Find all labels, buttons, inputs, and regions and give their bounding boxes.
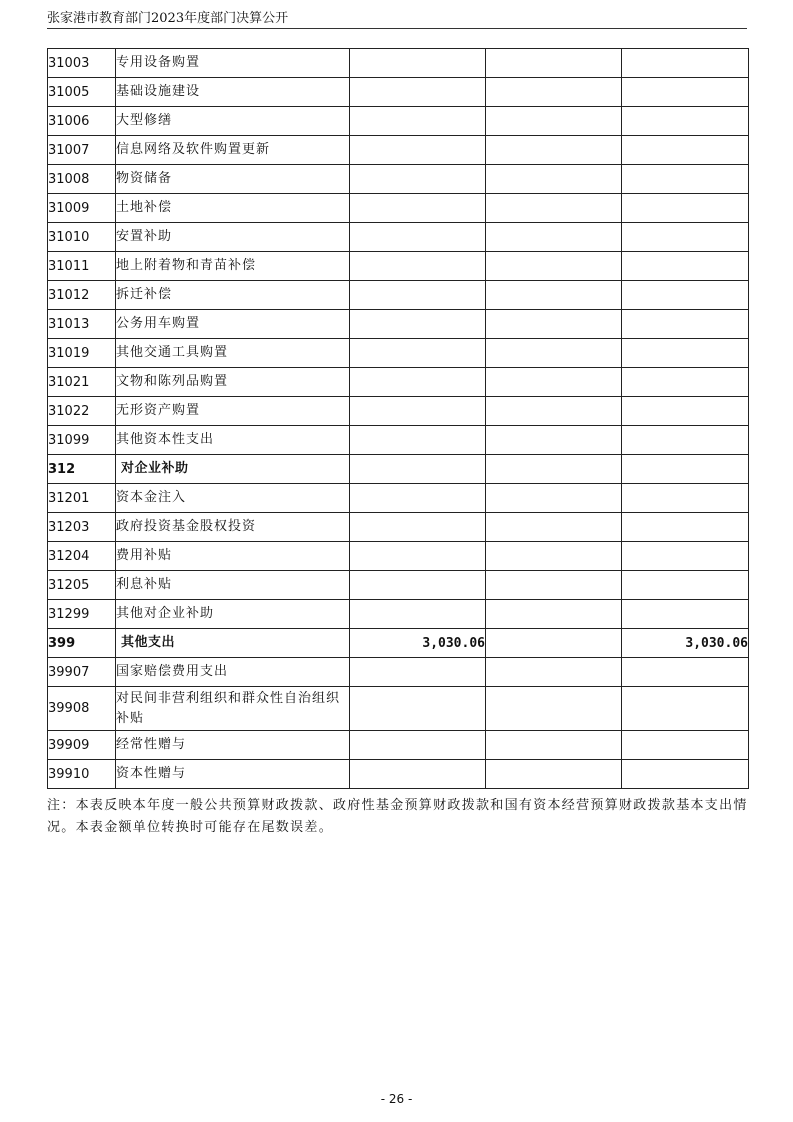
table-row — [48, 49, 749, 78]
row-value-2 — [486, 426, 622, 455]
row-value-3 — [622, 194, 749, 223]
table-body — [48, 49, 749, 789]
row-name: 信息网络及软件购置更新 — [116, 136, 350, 165]
row-code: 31021 — [48, 368, 116, 397]
row-value-2 — [486, 629, 622, 658]
row-code: 31203 — [48, 513, 116, 542]
row-code: 31099 — [48, 426, 116, 455]
table-row — [48, 513, 749, 542]
row-value-1 — [350, 368, 486, 397]
row-value-2 — [486, 368, 622, 397]
row-value-3 — [622, 571, 749, 600]
row-code: 31005 — [48, 78, 116, 107]
row-code: 31012 — [48, 281, 116, 310]
row-value-1 — [350, 310, 486, 339]
row-value-2 — [486, 281, 622, 310]
row-value-2 — [486, 760, 622, 789]
row-value-3 — [622, 223, 749, 252]
row-name: 基础设施建设 — [116, 78, 350, 107]
row-code: 31008 — [48, 165, 116, 194]
row-code: 31007 — [48, 136, 116, 165]
table-row — [48, 78, 749, 107]
row-name: 安置补助 — [116, 223, 350, 252]
row-value-1 — [350, 513, 486, 542]
row-value-1 — [350, 658, 486, 687]
row-value-3 — [622, 107, 749, 136]
table-row — [48, 223, 749, 252]
row-code: 39908 — [48, 687, 116, 731]
row-value-1 — [350, 165, 486, 194]
row-value-3: 3,030.06 — [622, 629, 749, 658]
row-value-2 — [486, 339, 622, 368]
row-value-3 — [622, 600, 749, 629]
row-value-1 — [350, 455, 486, 484]
row-value-2 — [486, 107, 622, 136]
row-code: 31205 — [48, 571, 116, 600]
row-name: 大型修缮 — [116, 107, 350, 136]
row-value-1 — [350, 136, 486, 165]
row-value-1 — [350, 252, 486, 281]
table-row — [48, 542, 749, 571]
row-value-1 — [350, 49, 486, 78]
table-row — [48, 252, 749, 281]
table-row — [48, 731, 749, 760]
row-value-2 — [486, 484, 622, 513]
row-value-3 — [622, 165, 749, 194]
page-number: - 26 - — [380, 1092, 413, 1106]
row-value-2 — [486, 513, 622, 542]
row-code: 39907 — [48, 658, 116, 687]
row-name: 其他对企业补助 — [116, 600, 350, 629]
row-value-1: 3,030.06 — [350, 629, 486, 658]
row-value-1 — [350, 571, 486, 600]
row-value-2 — [486, 687, 622, 731]
table-row — [48, 484, 749, 513]
table-row — [48, 194, 749, 223]
row-value-2 — [486, 542, 622, 571]
row-value-1 — [350, 194, 486, 223]
row-value-2 — [486, 136, 622, 165]
row-value-1 — [350, 426, 486, 455]
row-name: 对企业补助 — [116, 455, 350, 484]
table-row — [48, 339, 749, 368]
row-code: 31204 — [48, 542, 116, 571]
row-value-3 — [622, 687, 749, 731]
table-row — [48, 368, 749, 397]
table-row — [48, 281, 749, 310]
row-value-3 — [622, 310, 749, 339]
row-code: 39909 — [48, 731, 116, 760]
row-value-3 — [622, 339, 749, 368]
table-row — [48, 571, 749, 600]
row-value-2 — [486, 252, 622, 281]
row-value-2 — [486, 455, 622, 484]
row-code: 31022 — [48, 397, 116, 426]
row-name: 费用补贴 — [116, 542, 350, 571]
row-value-3 — [622, 542, 749, 571]
row-name: 地上附着物和青苗补偿 — [116, 252, 350, 281]
row-name: 资本性赠与 — [116, 760, 350, 789]
row-value-1 — [350, 107, 486, 136]
row-value-1 — [350, 731, 486, 760]
row-value-3 — [622, 281, 749, 310]
table-note: 注：本表反映本年度一般公共预算财政拨款、政府性基金预算财政拨款和国有资本经营预算财政拨款基本支出情况。本表金额单位转换时可能存在尾数误差。 — [47, 798, 748, 835]
row-value-2 — [486, 658, 622, 687]
row-value-3 — [622, 49, 749, 78]
row-name: 经常性赠与 — [116, 731, 350, 760]
row-code: 31011 — [48, 252, 116, 281]
row-value-3 — [622, 731, 749, 760]
row-value-2 — [486, 194, 622, 223]
row-value-2 — [486, 223, 622, 252]
row-name: 国家赔偿费用支出 — [116, 658, 350, 687]
row-code: 31006 — [48, 107, 116, 136]
row-code: 31019 — [48, 339, 116, 368]
table-row — [48, 136, 749, 165]
row-value-3 — [622, 455, 749, 484]
row-value-1 — [350, 760, 486, 789]
expenditure-table — [47, 48, 749, 789]
row-value-1 — [350, 339, 486, 368]
header-title: 张家港市教育部门2023年度部门决算公开 — [47, 11, 289, 26]
table-row — [48, 687, 749, 731]
row-value-1 — [350, 687, 486, 731]
row-code: 31201 — [48, 484, 116, 513]
row-value-3 — [622, 658, 749, 687]
row-code: 39910 — [48, 760, 116, 789]
category-row — [48, 629, 749, 658]
row-value-3 — [622, 760, 749, 789]
row-value-1 — [350, 78, 486, 107]
row-value-2 — [486, 571, 622, 600]
row-name: 其他交通工具购置 — [116, 339, 350, 368]
row-name: 公务用车购置 — [116, 310, 350, 339]
row-value-2 — [486, 397, 622, 426]
row-value-1 — [350, 281, 486, 310]
table-row — [48, 397, 749, 426]
row-value-3 — [622, 136, 749, 165]
row-value-3 — [622, 368, 749, 397]
row-value-1 — [350, 484, 486, 513]
row-code: 31299 — [48, 600, 116, 629]
row-code: 31009 — [48, 194, 116, 223]
row-value-3 — [622, 78, 749, 107]
row-code: 31010 — [48, 223, 116, 252]
table-row — [48, 165, 749, 194]
row-name: 政府投资基金股权投资 — [116, 513, 350, 542]
row-name: 对民间非营利组织和群众性自治组织补贴 — [116, 687, 350, 731]
table-row — [48, 600, 749, 629]
row-value-2 — [486, 49, 622, 78]
row-value-2 — [486, 310, 622, 339]
row-value-1 — [350, 600, 486, 629]
row-code: 399 — [48, 629, 116, 658]
category-row — [48, 455, 749, 484]
row-value-3 — [622, 426, 749, 455]
table-row — [48, 658, 749, 687]
document-header — [47, 10, 747, 29]
table-row — [48, 426, 749, 455]
row-name: 拆迁补偿 — [116, 281, 350, 310]
row-value-3 — [622, 513, 749, 542]
row-value-3 — [622, 397, 749, 426]
row-code: 31003 — [48, 49, 116, 78]
row-value-2 — [486, 78, 622, 107]
row-value-1 — [350, 397, 486, 426]
row-name: 文物和陈列品购置 — [116, 368, 350, 397]
row-name: 利息补贴 — [116, 571, 350, 600]
row-code: 312 — [48, 455, 116, 484]
row-name: 土地补偿 — [116, 194, 350, 223]
row-value-2 — [486, 165, 622, 194]
row-value-2 — [486, 731, 622, 760]
row-value-1 — [350, 223, 486, 252]
row-name: 资本金注入 — [116, 484, 350, 513]
row-value-3 — [622, 484, 749, 513]
row-value-1 — [350, 542, 486, 571]
row-code: 31013 — [48, 310, 116, 339]
row-name: 物资储备 — [116, 165, 350, 194]
row-name: 其他资本性支出 — [116, 426, 350, 455]
table-row — [48, 760, 749, 789]
row-value-2 — [486, 600, 622, 629]
row-value-3 — [622, 252, 749, 281]
row-name: 无形资产购置 — [116, 397, 350, 426]
row-name: 专用设备购置 — [116, 49, 350, 78]
row-name: 其他支出 — [116, 629, 350, 658]
table-row — [48, 107, 749, 136]
table-row — [48, 310, 749, 339]
